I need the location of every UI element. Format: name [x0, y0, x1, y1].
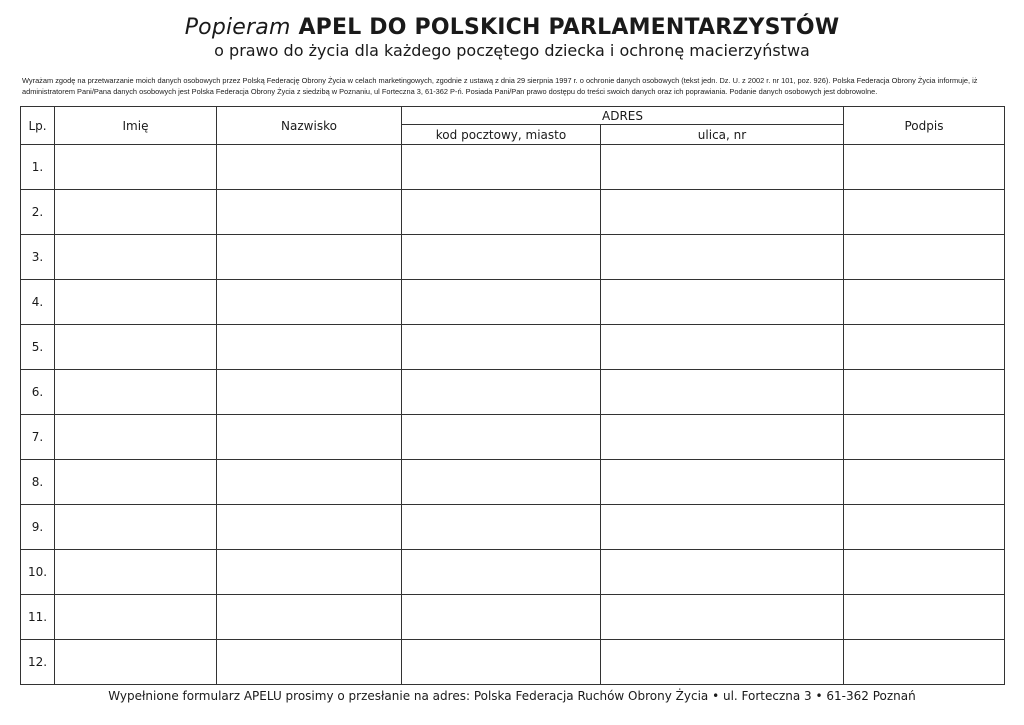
kod-miasto-cell[interactable] — [402, 595, 601, 640]
ulica-cell[interactable] — [601, 235, 844, 280]
row-number: 8. — [21, 460, 55, 505]
nazwisko-cell[interactable] — [217, 460, 402, 505]
table-row — [21, 640, 1005, 685]
header-lp: Lp. — [21, 107, 55, 145]
row-number: 12. — [21, 640, 55, 685]
imie-cell[interactable] — [55, 280, 217, 325]
title-prefix: Popieram — [184, 15, 291, 40]
ulica-cell[interactable] — [601, 280, 844, 325]
page-subtitle: o prawo do życia dla każdego poczętego dziecka i ochronę macierzyństwa — [214, 41, 810, 60]
kod-miasto-cell[interactable] — [402, 235, 601, 280]
nazwisko-cell[interactable] — [217, 370, 402, 415]
podpis-cell[interactable] — [844, 460, 1005, 505]
kod-miasto-cell[interactable] — [402, 505, 601, 550]
table-body — [21, 145, 1005, 685]
podpis-cell[interactable] — [844, 550, 1005, 595]
table-row — [21, 280, 1005, 325]
podpis-cell[interactable] — [844, 325, 1005, 370]
imie-cell[interactable] — [55, 460, 217, 505]
kod-miasto-cell[interactable] — [402, 145, 601, 190]
row-number: 7. — [21, 415, 55, 460]
table-row — [21, 595, 1005, 640]
table-row — [21, 550, 1005, 595]
kod-miasto-cell[interactable] — [402, 415, 601, 460]
signature-table — [20, 106, 1005, 685]
imie-cell[interactable] — [55, 505, 217, 550]
page-title — [0, 14, 1024, 42]
podpis-cell[interactable] — [844, 415, 1005, 460]
podpis-cell[interactable] — [844, 640, 1005, 685]
consent-text: Wyrażam zgodę na przetwarzanie moich danych osobowych przez Polską Federację Obrony Życia w celach marketingowych, zgodnie z ustawą z dnia 29 sierpnia 1997 r. o ochronie danych osobowych (tekst jedn. Dz. U. z 2002 r. nr 101, poz. 926). Polska Federacja Obrony Życia informuje, iż administratorem Pani/Pana danych osobowych jest Polska Federacja Obrony Życia z siedzibą w Poznaniu, ul Forteczna 3, 61-362 P-ń. Posiada Pani/Pan prawo dostępu do treści swoich danych oraz ich poprawiania. Podanie danych osobowych jest dobrowolne. — [22, 76, 978, 96]
ulica-cell[interactable] — [601, 415, 844, 460]
nazwisko-cell[interactable] — [217, 415, 402, 460]
header-ulica: ulica, nr — [601, 125, 844, 145]
ulica-cell[interactable] — [601, 505, 844, 550]
table-row — [21, 415, 1005, 460]
imie-cell[interactable] — [55, 190, 217, 235]
nazwisko-cell[interactable] — [217, 550, 402, 595]
podpis-cell[interactable] — [844, 595, 1005, 640]
podpis-cell[interactable] — [844, 505, 1005, 550]
ulica-cell[interactable] — [601, 190, 844, 235]
table-row — [21, 190, 1005, 235]
row-number: 4. — [21, 280, 55, 325]
podpis-cell[interactable] — [844, 190, 1005, 235]
header-podpis: Podpis — [844, 107, 1005, 145]
footer-address: Wypełnione formularz APELU prosimy o przesłanie na adres: Polska Federacja Ruchów Obrony Życia • ul. Forteczna 3 • 61-362 Poznań — [108, 689, 916, 703]
imie-cell[interactable] — [55, 235, 217, 280]
table-row — [21, 370, 1005, 415]
header-nazwisko: Nazwisko — [217, 107, 402, 145]
podpis-cell[interactable] — [844, 145, 1005, 190]
row-number: 1. — [21, 145, 55, 190]
nazwisko-cell[interactable] — [217, 325, 402, 370]
imie-cell[interactable] — [55, 550, 217, 595]
title-main: APEL DO POLSKICH PARLAMENTARZYSTÓW — [298, 15, 840, 40]
header-imie: Imię — [55, 107, 217, 145]
podpis-cell[interactable] — [844, 235, 1005, 280]
table-row — [21, 505, 1005, 550]
row-number: 9. — [21, 505, 55, 550]
podpis-cell[interactable] — [844, 280, 1005, 325]
imie-cell[interactable] — [55, 325, 217, 370]
ulica-cell[interactable] — [601, 325, 844, 370]
nazwisko-cell[interactable] — [217, 145, 402, 190]
row-number: 11. — [21, 595, 55, 640]
ulica-cell[interactable] — [601, 145, 844, 190]
ulica-cell[interactable] — [601, 460, 844, 505]
kod-miasto-cell[interactable] — [402, 190, 601, 235]
kod-miasto-cell[interactable] — [402, 550, 601, 595]
podpis-cell[interactable] — [844, 370, 1005, 415]
nazwisko-cell[interactable] — [217, 505, 402, 550]
imie-cell[interactable] — [55, 370, 217, 415]
kod-miasto-cell[interactable] — [402, 325, 601, 370]
row-number: 5. — [21, 325, 55, 370]
imie-cell[interactable] — [55, 415, 217, 460]
table-row — [21, 235, 1005, 280]
kod-miasto-cell[interactable] — [402, 280, 601, 325]
ulica-cell[interactable] — [601, 370, 844, 415]
kod-miasto-cell[interactable] — [402, 460, 601, 505]
row-number: 10. — [21, 550, 55, 595]
nazwisko-cell[interactable] — [217, 640, 402, 685]
nazwisko-cell[interactable] — [217, 235, 402, 280]
header-adres: ADRES — [402, 107, 844, 125]
nazwisko-cell[interactable] — [217, 190, 402, 235]
imie-cell[interactable] — [55, 595, 217, 640]
kod-miasto-cell[interactable] — [402, 370, 601, 415]
nazwisko-cell[interactable] — [217, 280, 402, 325]
imie-cell[interactable] — [55, 145, 217, 190]
table-row — [21, 460, 1005, 505]
row-number: 6. — [21, 370, 55, 415]
imie-cell[interactable] — [55, 640, 217, 685]
header-kod-miasto: kod pocztowy, miasto — [402, 125, 601, 145]
ulica-cell[interactable] — [601, 595, 844, 640]
table-row — [21, 145, 1005, 190]
nazwisko-cell[interactable] — [217, 595, 402, 640]
ulica-cell[interactable] — [601, 640, 844, 685]
row-number: 2. — [21, 190, 55, 235]
table-row — [21, 325, 1005, 370]
kod-miasto-cell[interactable] — [402, 640, 601, 685]
ulica-cell[interactable] — [601, 550, 844, 595]
row-number: 3. — [21, 235, 55, 280]
